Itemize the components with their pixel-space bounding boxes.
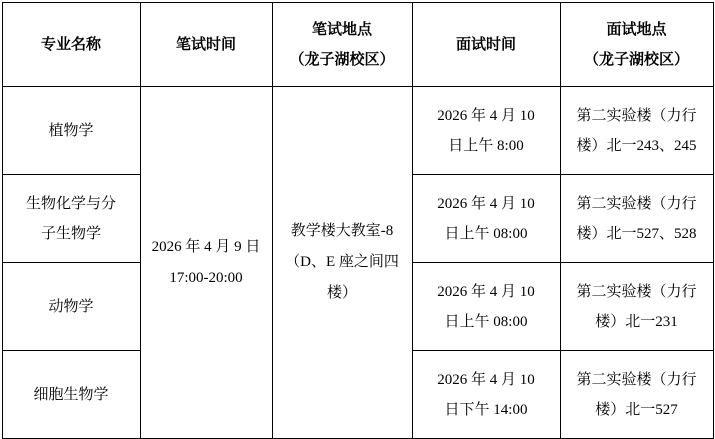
interview-time-line2: 日上午 08:00 [444,313,528,330]
major-name-cell [2,87,140,175]
interview-time-line2: 日上午 08:00 [444,225,528,242]
column-header-interview-place-line2: （龙子湖校区） [583,51,689,68]
interview-place-line1: 第二实验楼（力行 [576,371,697,388]
table-row [2,87,713,175]
column-header-written-place [272,3,412,87]
interview-time-line1: 2026 年 4 月 10 [437,107,535,124]
interview-place-cell [560,263,713,351]
written-exam-time-cell [140,87,272,439]
written-exam-place-line3: 楼） [326,285,357,301]
written-exam-place-line2: （D、E 座之间四 [285,254,399,270]
column-header-major [2,3,140,87]
column-header-written-time-line1: 笔试时间 [175,36,236,53]
major-name-text: 细胞生物学 [33,386,109,403]
interview-time-cell [412,175,560,263]
column-header-written-time [140,3,272,87]
interview-place-line2: 楼）北一231 [595,313,678,330]
written-exam-time-line2: 17:00-20:00 [169,269,243,286]
column-header-interview-time-line1: 面试时间 [455,36,516,53]
interview-place-cell [560,87,713,175]
major-name-cell [2,263,140,351]
interview-place-line1: 第二实验楼（力行 [576,107,697,124]
interview-place-line2: 楼）北一527、528 [576,225,697,242]
column-header-major-line1: 专业名称 [40,36,101,53]
interview-place-line1: 第二实验楼（力行 [576,195,697,212]
interview-place-cell [560,351,713,439]
column-header-written-place-line2: （龙子湖校区） [289,51,395,68]
written-exam-time-line1: 2026 年 4 月 9 日 [151,238,261,255]
interview-time-cell [412,87,560,175]
written-exam-place-cell [272,87,412,439]
interview-place-cell [560,175,713,263]
interview-place-line1: 第二实验楼（力行 [576,283,697,300]
column-header-interview-place [560,3,713,87]
interview-place-line2: 楼）北一527 [595,401,678,418]
interview-time-cell [412,263,560,351]
column-header-written-place-line1: 笔试地点 [311,21,372,38]
major-name-cell [2,351,140,439]
interview-time-line1: 2026 年 4 月 10 [437,283,535,300]
interview-time-line1: 2026 年 4 月 10 [437,195,535,212]
major-name-text: 动物学 [48,298,94,315]
major-name-cell [2,175,140,263]
written-exam-place-line1: 教学楼大教室-8 [290,223,394,239]
column-header-interview-place-line1: 面试地点 [606,21,667,38]
major-name-line1: 生物化学与分 [25,195,116,212]
interview-time-cell [412,351,560,439]
table-header-row [2,3,713,87]
interview-place-line2: 楼）北一243、245 [576,137,697,154]
interview-time-line2: 日上午 8:00 [448,137,524,154]
major-name-text: 植物学 [48,122,94,139]
exam-schedule-table [2,2,714,439]
interview-time-line2: 日下午 14:00 [444,401,528,418]
major-name-line2: 子生物学 [40,225,101,242]
interview-time-line1: 2026 年 4 月 10 [437,371,535,388]
column-header-interview-time [412,3,560,87]
